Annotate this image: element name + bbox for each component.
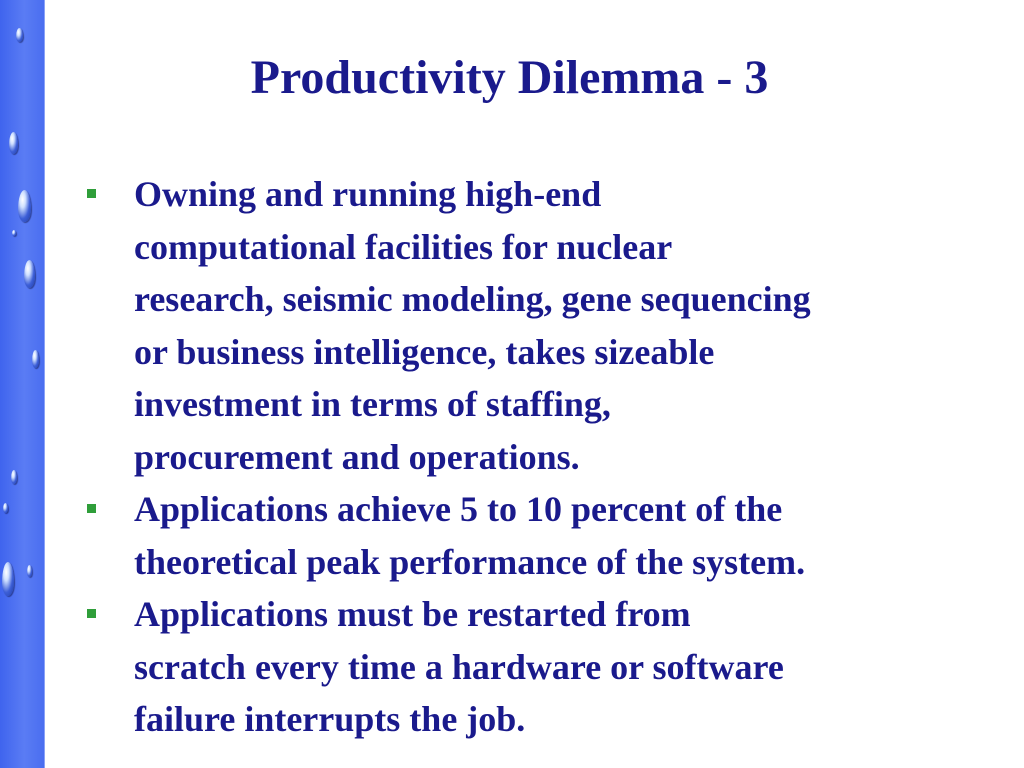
water-drop-icon	[3, 503, 8, 513]
bullet-line: research, seismic modeling, gene sequencing	[134, 279, 811, 319]
bullet-line: procurement and operations.	[134, 436, 580, 477]
bullet-line: computational facilities for nuclear	[134, 226, 673, 267]
slide-title	[0, 52, 1024, 105]
bullet-line: scratch every time a hardware or software	[134, 646, 784, 687]
square-bullet-icon	[87, 189, 96, 198]
bullet-line: Applications achieve 5 to 10 percent of the	[134, 489, 783, 529]
bullet-line: Applications must be restarted from	[134, 594, 691, 634]
water-drop-icon	[9, 132, 18, 154]
water-drop-icon	[16, 28, 23, 42]
bullet-item	[80, 483, 1000, 588]
bullet-item	[80, 168, 1000, 483]
water-drop-icon	[18, 190, 31, 222]
water-drop-icon	[12, 230, 16, 236]
slide-title-text: Productivity Dilemma - 3	[250, 51, 769, 104]
water-drop-icon	[2, 562, 14, 596]
bullet-line: investment in terms of staffing,	[134, 384, 611, 424]
bullet-line: failure interrupts the job.	[134, 699, 526, 739]
water-drop-icon	[24, 260, 35, 288]
bullet-list	[80, 168, 1000, 746]
bullet-line: Owning and running high-end	[134, 174, 602, 214]
bullet-line: theoretical peak performance of the system.	[134, 541, 806, 582]
bullet-item	[80, 588, 1000, 746]
water-drop-icon	[11, 470, 17, 484]
square-bullet-icon	[87, 504, 96, 513]
decorative-side-band	[0, 0, 45, 768]
water-drop-icon	[32, 350, 39, 368]
water-drop-icon	[27, 565, 32, 577]
bullet-line: or business intelligence, takes sizeable	[134, 331, 715, 372]
square-bullet-icon	[87, 609, 96, 618]
